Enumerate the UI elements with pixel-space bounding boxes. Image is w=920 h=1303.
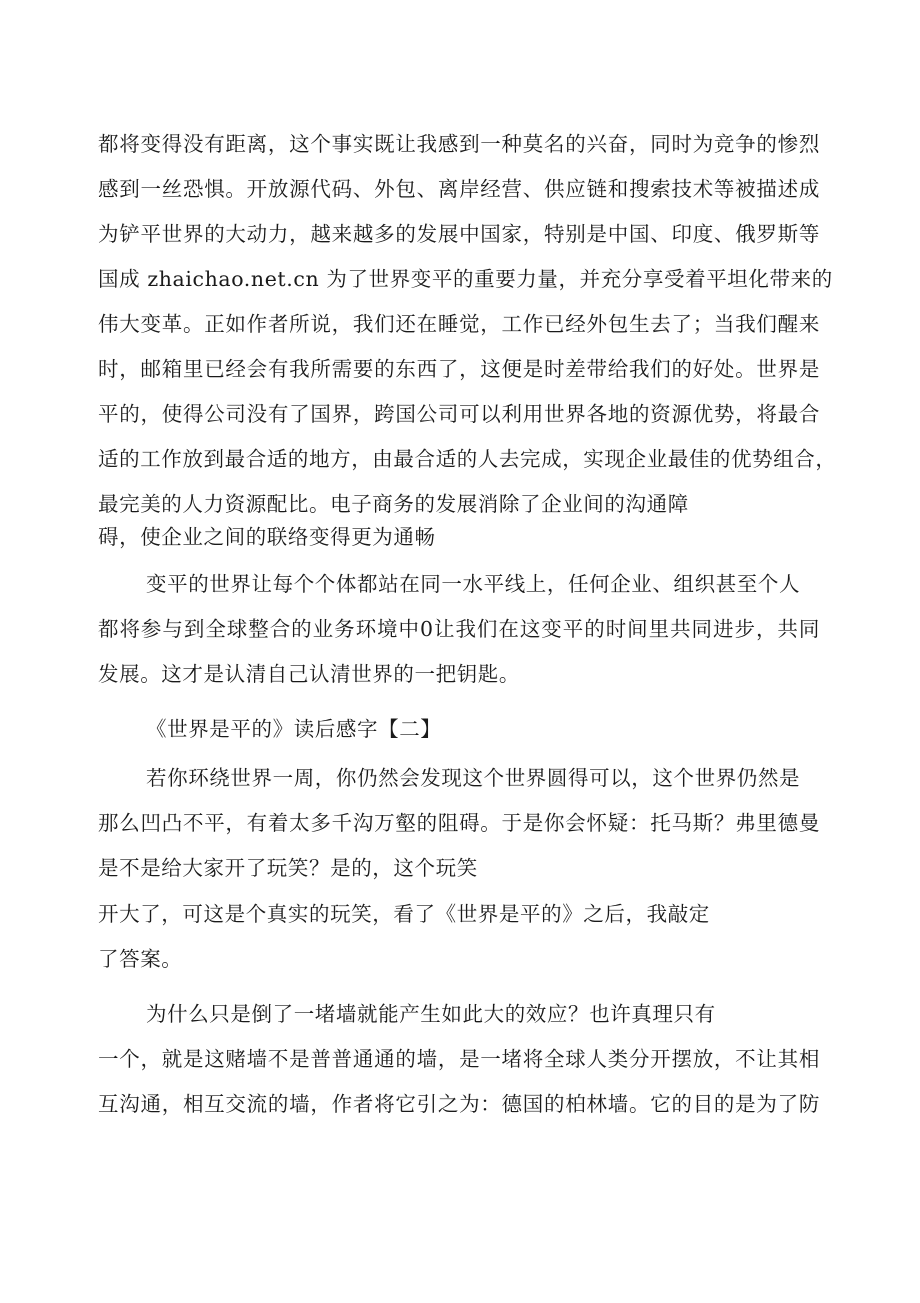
text-line-9: 最完美的人力资源配比。电子商务的发展消除了企业间的沟通障 <box>98 492 689 516</box>
section-heading: 《世界是平的》读后感字【二】 <box>146 717 442 741</box>
text-line-22: 互沟通，相互交流的墙，作者将它引之为：德国的柏林墙。它的目的是为了防 <box>98 1092 820 1116</box>
text-line-16: 那么凹凸不平，有着太多千沟万壑的阻碍。于是你会怀疑：托马斯？弗里德曼 <box>98 811 820 835</box>
text-line-8: 适的工作放到最合适的地方，由最合适的人去完成，实现企业最佳的优势组合， <box>98 447 837 471</box>
paragraph-indent-line-2: 若你环绕世界一周，你仍然会发现这个世界圆得可以，这个世界仍然是 <box>146 766 801 790</box>
text-line-21: 一个，就是这赌墙不是普普通通的墙，是一堵将全球人类分开摆放，不让其相 <box>98 1047 820 1071</box>
text-line-18: 开大了，可这是个真实的玩笑，看了《世界是平的》之后，我敲定 <box>98 902 710 926</box>
text-line-5: 伟大变革。正如作者所说，我们还在睡觉，工作已经外包生去了；当我们醒来 <box>98 312 820 336</box>
text-line-6: 时，邮箱里已经会有我所需要的东西了，这便是时差带给我们的好处。世界是 <box>98 357 820 381</box>
text-line-12: 都将参与到全球整合的业务环境中0让我们在这变平的时间里共同进步，共同 <box>98 617 820 641</box>
text-line-7: 平的，使得公司没有了国界，跨国公司可以利用世界各地的资源优势，将最合 <box>98 402 820 426</box>
text-line-1: 都将变得没有距离，这个事实既让我感到一种莫名的兴奋，同时为竞争的惨烈 <box>98 132 820 156</box>
paragraph-indent-line: 变平的世界让每个个体都站在同一水平线上，任何企业、组织甚至个人 <box>146 572 801 596</box>
text-line-13: 发展。这才是认清自己认清世界的一把钥匙。 <box>98 662 520 686</box>
text-line-2: 感到一丝恐惧。开放源代码、外包、离岸经营、供应链和搜索技术等被描述成 <box>98 177 820 201</box>
text-line-17: 是不是给大家开了玩笑？是的，这个玩笑 <box>98 856 478 880</box>
text-line-4: 国成 zhaichao.net.cn 为了世界变平的重要力量，并充分享受着平坦化带来的 <box>98 267 833 291</box>
text-line-19: 了答案。 <box>98 947 183 971</box>
paragraph-indent-line-3: 为什么只是倒了一堵墙就能产生如此大的效应？也许真理只有 <box>146 1002 716 1026</box>
text-line-3: 为铲平世界的大动力，越来越多的发展中国家，特别是中国、印度、俄罗斯等 <box>98 222 820 246</box>
text-line-10: 碍，使企业之间的联络变得更为通畅 <box>98 525 436 549</box>
